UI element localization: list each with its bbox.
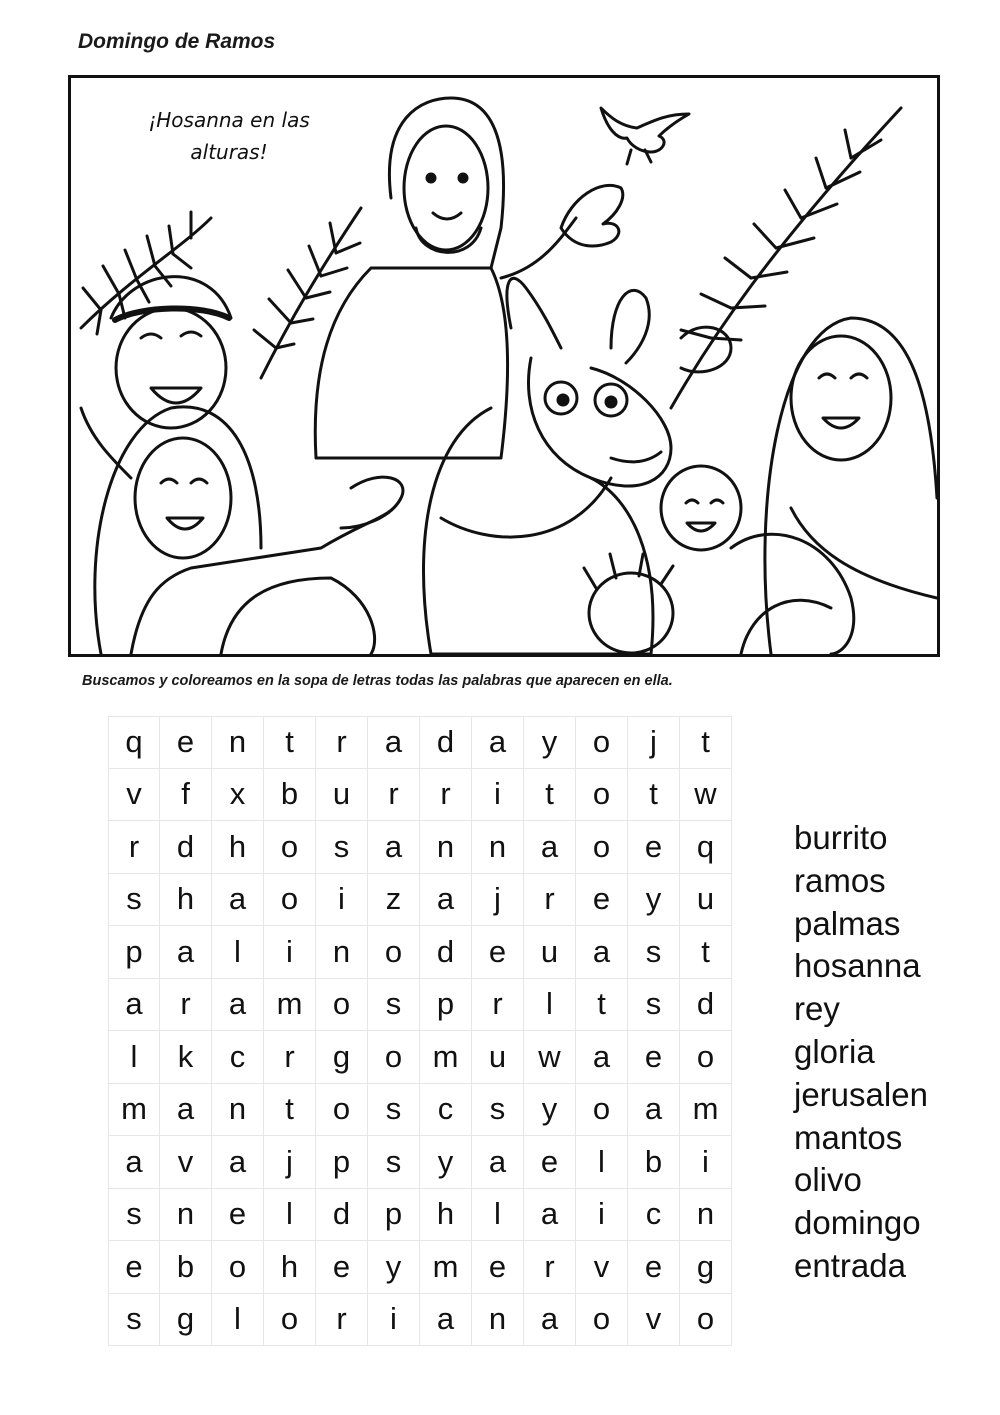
grid-cell[interactable]: o: [316, 1084, 368, 1137]
word-item: domingo: [794, 1204, 921, 1242]
grid-cell[interactable]: g: [316, 1031, 368, 1084]
grid-cell[interactable]: a: [368, 821, 420, 874]
grid-cell[interactable]: x: [212, 769, 264, 822]
grid-cell[interactable]: d: [420, 716, 472, 769]
grid-cell[interactable]: e: [628, 821, 680, 874]
grid-cell[interactable]: v: [576, 1241, 628, 1294]
grid-cell[interactable]: n: [472, 821, 524, 874]
grid-cell[interactable]: h: [420, 1189, 472, 1242]
grid-cell[interactable]: m: [264, 979, 316, 1032]
grid-cell[interactable]: b: [264, 769, 316, 822]
grid-cell[interactable]: t: [680, 716, 732, 769]
grid-cell[interactable]: e: [316, 1241, 368, 1294]
grid-cell[interactable]: a: [472, 716, 524, 769]
grid-cell[interactable]: c: [628, 1189, 680, 1242]
page-title: Domingo de Ramos: [78, 30, 276, 53]
grid-cell[interactable]: p: [316, 1136, 368, 1189]
word-item: entrada: [794, 1246, 906, 1284]
grid-cell[interactable]: r: [368, 769, 420, 822]
grid-cell[interactable]: a: [160, 1084, 212, 1137]
word-search-grid: [108, 716, 732, 1346]
grid-cell[interactable]: u: [680, 874, 732, 927]
grid-cell[interactable]: y: [420, 1136, 472, 1189]
grid-cell[interactable]: r: [472, 979, 524, 1032]
grid-cell[interactable]: n: [680, 1189, 732, 1242]
grid-cell[interactable]: w: [524, 1031, 576, 1084]
grid-cell[interactable]: a: [160, 926, 212, 979]
grid-cell[interactable]: o: [576, 821, 628, 874]
grid-cell[interactable]: d: [160, 821, 212, 874]
grid-cell[interactable]: o: [264, 874, 316, 927]
word-list: [794, 817, 928, 1288]
word-item: olivo: [794, 1161, 862, 1199]
grid-cell[interactable]: e: [472, 926, 524, 979]
children-icon: [584, 466, 854, 654]
grid-cell[interactable]: e: [524, 1136, 576, 1189]
grid-cell[interactable]: t: [628, 769, 680, 822]
grid-cell[interactable]: s: [628, 926, 680, 979]
hosanna-speech: ¡Hosanna en las alturas!: [148, 108, 310, 164]
illustration-frame: [68, 75, 940, 657]
palm-frond-left-icon: [81, 208, 361, 378]
grid-cell[interactable]: d: [316, 1189, 368, 1242]
grid-cell[interactable]: e: [576, 874, 628, 927]
grid-cell[interactable]: v: [160, 1136, 212, 1189]
grid-cell[interactable]: o: [264, 821, 316, 874]
grid-cell[interactable]: b: [628, 1136, 680, 1189]
grid-cell[interactable]: s: [108, 874, 160, 927]
word-item: rey: [794, 990, 840, 1028]
grid-cell[interactable]: s: [316, 821, 368, 874]
grid-cell[interactable]: y: [524, 1084, 576, 1137]
grid-cell[interactable]: n: [316, 926, 368, 979]
grid-cell[interactable]: s: [368, 1084, 420, 1137]
grid-cell[interactable]: v: [628, 1294, 680, 1347]
grid-cell[interactable]: l: [524, 979, 576, 1032]
grid-cell[interactable]: o: [680, 1031, 732, 1084]
grid-cell[interactable]: o: [576, 1294, 628, 1347]
grid-cell[interactable]: u: [472, 1031, 524, 1084]
grid-cell[interactable]: v: [108, 769, 160, 822]
grid-cell[interactable]: s: [368, 979, 420, 1032]
grid-cell[interactable]: a: [420, 1294, 472, 1347]
grid-cell[interactable]: r: [160, 979, 212, 1032]
grid-cell[interactable]: l: [212, 926, 264, 979]
grid-cell[interactable]: i: [316, 874, 368, 927]
grid-cell[interactable]: r: [316, 1294, 368, 1347]
grid-cell[interactable]: r: [524, 1241, 576, 1294]
donkey-icon: [424, 278, 672, 654]
grid-cell[interactable]: a: [108, 1136, 160, 1189]
grid-cell[interactable]: h: [212, 821, 264, 874]
woman-right-icon: [681, 318, 937, 654]
grid-cell[interactable]: l: [576, 1136, 628, 1189]
grid-cell[interactable]: b: [160, 1241, 212, 1294]
grid-cell[interactable]: a: [108, 979, 160, 1032]
grid-cell[interactable]: h: [264, 1241, 316, 1294]
grid-cell[interactable]: a: [576, 1031, 628, 1084]
grid-cell[interactable]: o: [316, 979, 368, 1032]
grid-cell[interactable]: e: [108, 1241, 160, 1294]
grid-cell[interactable]: p: [368, 1189, 420, 1242]
grid-cell[interactable]: q: [108, 716, 160, 769]
grid-cell[interactable]: t: [264, 1084, 316, 1137]
grid-cell[interactable]: u: [524, 926, 576, 979]
grid-cell[interactable]: j: [472, 874, 524, 927]
grid-cell[interactable]: o: [576, 716, 628, 769]
grid-cell[interactable]: s: [628, 979, 680, 1032]
grid-cell[interactable]: a: [576, 926, 628, 979]
grid-cell[interactable]: a: [368, 716, 420, 769]
grid-cell[interactable]: a: [212, 1136, 264, 1189]
grid-cell[interactable]: s: [108, 1294, 160, 1347]
grid-cell[interactable]: s: [472, 1084, 524, 1137]
woman-veil-icon: [95, 407, 403, 654]
grid-cell[interactable]: s: [108, 1189, 160, 1242]
word-item: mantos: [794, 1118, 903, 1156]
word-item: jerusalen: [794, 1075, 928, 1113]
grid-cell[interactable]: o: [368, 1031, 420, 1084]
grid-cell[interactable]: a: [524, 821, 576, 874]
grid-cell[interactable]: g: [160, 1294, 212, 1347]
grid-cell[interactable]: o: [368, 926, 420, 979]
grid-cell[interactable]: i: [368, 1294, 420, 1347]
grid-cell[interactable]: a: [212, 979, 264, 1032]
grid-cell[interactable]: t: [680, 926, 732, 979]
grid-cell[interactable]: y: [628, 874, 680, 927]
grid-cell[interactable]: q: [680, 821, 732, 874]
instructions-text: Buscamos y coloreamos en la sopa de letras todas las palabras que aparecen en ella.: [82, 673, 673, 689]
grid-cell[interactable]: y: [368, 1241, 420, 1294]
grid-cell[interactable]: r: [108, 821, 160, 874]
word-item: hosanna: [794, 947, 921, 985]
grid-cell[interactable]: j: [264, 1136, 316, 1189]
grid-cell[interactable]: a: [420, 874, 472, 927]
grid-cell[interactable]: o: [212, 1241, 264, 1294]
grid-cell[interactable]: i: [472, 769, 524, 822]
grid-cell[interactable]: f: [160, 769, 212, 822]
grid-cell[interactable]: r: [264, 1031, 316, 1084]
grid-cell[interactable]: d: [420, 926, 472, 979]
word-item: ramos: [794, 861, 886, 899]
grid-cell[interactable]: o: [680, 1294, 732, 1347]
grid-cell[interactable]: a: [472, 1136, 524, 1189]
grid-cell[interactable]: s: [368, 1136, 420, 1189]
grid-cell[interactable]: m: [108, 1084, 160, 1137]
word-item: gloria: [794, 1032, 875, 1070]
grid-cell[interactable]: a: [524, 1294, 576, 1347]
grid-cell[interactable]: n: [212, 1084, 264, 1137]
grid-cell[interactable]: o: [264, 1294, 316, 1347]
grid-cell[interactable]: i: [680, 1136, 732, 1189]
grid-cell[interactable]: j: [628, 716, 680, 769]
grid-cell[interactable]: e: [628, 1031, 680, 1084]
palm-frond-right-icon: [671, 108, 901, 408]
grid-cell[interactable]: e: [472, 1241, 524, 1294]
grid-cell[interactable]: c: [212, 1031, 264, 1084]
grid-cell[interactable]: o: [576, 769, 628, 822]
grid-cell[interactable]: e: [212, 1189, 264, 1242]
grid-cell[interactable]: a: [212, 874, 264, 927]
grid-cell[interactable]: e: [160, 716, 212, 769]
grid-cell[interactable]: r: [524, 874, 576, 927]
grid-cell[interactable]: r: [420, 769, 472, 822]
grid-cell[interactable]: i: [576, 1189, 628, 1242]
grid-cell[interactable]: t: [524, 769, 576, 822]
grid-cell[interactable]: m: [420, 1241, 472, 1294]
grid-cell[interactable]: r: [316, 716, 368, 769]
grid-cell[interactable]: l: [212, 1294, 264, 1347]
grid-cell[interactable]: k: [160, 1031, 212, 1084]
grid-cell[interactable]: t: [264, 716, 316, 769]
grid-cell[interactable]: u: [316, 769, 368, 822]
grid-cell[interactable]: n: [472, 1294, 524, 1347]
grid-cell[interactable]: l: [472, 1189, 524, 1242]
grid-cell[interactable]: l: [108, 1031, 160, 1084]
grid-cell[interactable]: d: [680, 979, 732, 1032]
grid-cell[interactable]: p: [108, 926, 160, 979]
word-item: palmas: [794, 904, 901, 942]
grid-cell[interactable]: h: [160, 874, 212, 927]
grid-cell[interactable]: c: [420, 1084, 472, 1137]
grid-cell[interactable]: m: [420, 1031, 472, 1084]
dove-icon: [601, 108, 689, 164]
grid-cell[interactable]: o: [576, 1084, 628, 1137]
word-item: burrito: [794, 819, 888, 856]
grid-cell[interactable]: y: [524, 716, 576, 769]
grid-cell[interactable]: a: [524, 1189, 576, 1242]
grid-cell[interactable]: g: [680, 1241, 732, 1294]
grid-cell[interactable]: e: [628, 1241, 680, 1294]
grid-cell[interactable]: n: [420, 821, 472, 874]
grid-cell[interactable]: n: [160, 1189, 212, 1242]
grid-cell[interactable]: a: [628, 1084, 680, 1137]
grid-cell[interactable]: z: [368, 874, 420, 927]
grid-cell[interactable]: m: [680, 1084, 732, 1137]
grid-cell[interactable]: n: [212, 716, 264, 769]
grid-cell[interactable]: t: [576, 979, 628, 1032]
grid-cell[interactable]: i: [264, 926, 316, 979]
grid-cell[interactable]: l: [264, 1189, 316, 1242]
grid-cell[interactable]: p: [420, 979, 472, 1032]
grid-cell[interactable]: w: [680, 769, 732, 822]
